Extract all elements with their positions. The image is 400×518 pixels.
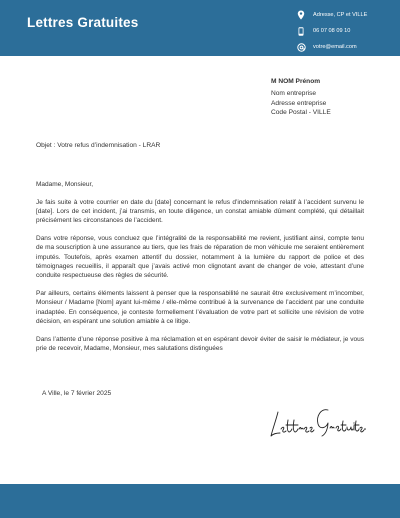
recipient-name: M NOM Prénom <box>271 78 321 85</box>
letter-paragraph-1: Je fais suite à votre courrier en date du [date] concernant le refus d’indemnisation relatif à l’accident survenu le [date]. Lors de cet incident, j’ai transmis, en toute diligence, un constat amiable dûment complété, qui détaillait précisément les circonstances de l’accident. <box>36 198 364 225</box>
letter-paragraph-2: Dans votre réponse, vous concluez que l’intégralité de la responsabilité me revient, justifiant ainsi, compte tenu de ma souscription à une assurance au tiers, que les frais de réparation de mon véhicule me seraient entièrement imputés. Toutefois, après examen attentif du dossier, notamment à la lumière du rapport de police et des témoignages recueillis, il apparaît que j’avais activé mon clignotant avant de changer de voie, attestant d’une conduite respectueuse des règles de sécurité. <box>36 235 364 280</box>
recipient-address: Adresse entreprise <box>271 99 327 107</box>
contact-email <box>296 39 367 55</box>
handwritten-signature <box>266 398 366 444</box>
contact-address <box>296 7 367 23</box>
location-pin-icon <box>296 10 306 20</box>
brand-title: Lettres Gratuites <box>27 15 139 30</box>
contact-phone <box>296 23 367 39</box>
phone-icon <box>296 26 306 36</box>
letter-paragraph-3: Par ailleurs, certains éléments laissent à penser que la responsabilité ne saurait être exclusivement m’incomber, Monsieur / Madame [Nom] ayant lui-même / elle-même contribué à la survenance de l’accident par une conduite inadaptée. En conséquence, je conteste formellement l’évaluation de votre part et sollicite une révision de votre décision, en espérant une solution amiable à ce litige. <box>36 290 364 326</box>
at-sign-icon <box>296 42 306 52</box>
contact-email-text: votre@email.com <box>313 44 357 50</box>
recipient-company: Nom entreprise <box>271 90 317 98</box>
recipient-postal-city: Code Postal - VILLE <box>271 108 331 116</box>
contact-address-text: Adresse, CP et VILLE <box>313 12 368 18</box>
letter-subject: Objet : Votre refus d’indemnisation - LRAR <box>36 142 161 149</box>
recipient-block <box>271 77 331 117</box>
contact-block <box>296 7 367 55</box>
letter-paragraph-4: Dans l’attente d’une réponse positive à ma réclamation et en espérant devoir éviter de saisir le médiateur, je vous prie de recevoir, Madame, Monsieur, mes salutations distinguées <box>36 335 364 353</box>
header-bar <box>0 0 400 56</box>
letter-greeting: Madame, Monsieur, <box>36 181 94 188</box>
footer-bar <box>0 484 400 518</box>
place-and-date: A Ville, le 7 février 2025 <box>42 390 112 397</box>
letter-body <box>36 180 364 362</box>
contact-phone-text: 06 07 08 09 10 <box>313 28 351 34</box>
